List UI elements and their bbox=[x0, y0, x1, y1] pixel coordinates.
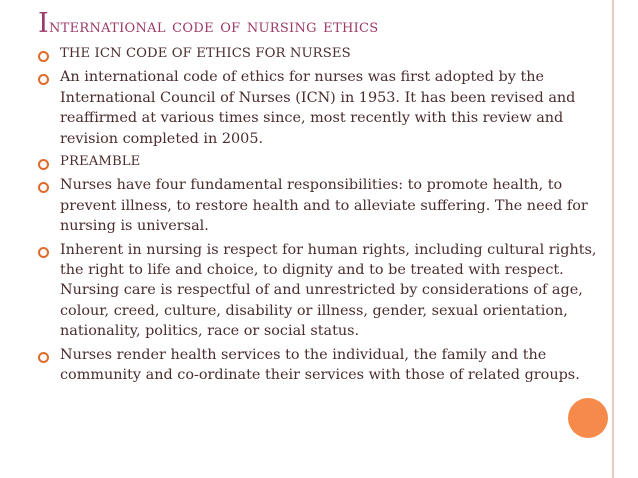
list-item-text: PREAMBLE bbox=[60, 154, 141, 170]
ring-bullet-icon bbox=[38, 74, 49, 85]
list-item bbox=[38, 67, 598, 149]
title-first-letter: I bbox=[38, 8, 49, 39]
list-item-text: Inherent in nursing is respect for human rights, including cultural rights, the right to life and choice, to dignity and to be treated with respect. Nursing care is respectful of and unrestricted by considerations of age, colour, creed, culture, disability or illness, gender, sexual orientation, nationality, politics, race or social status. bbox=[60, 241, 597, 340]
ring-bullet-icon bbox=[38, 247, 49, 258]
ring-bullet-icon bbox=[38, 51, 49, 62]
list-item bbox=[38, 345, 598, 386]
list-item bbox=[38, 175, 598, 236]
title-rest: nternational code of nursing ethics bbox=[48, 15, 379, 37]
list-item-text: Nurses render health services to the individual, the family and the community and co-ordinate their services with those of related groups. bbox=[60, 346, 580, 384]
list-item-text: An international code of ethics for nurses was first adopted by the International Council of Nurses (ICN) in 1953. It has been revised and reaffirmed at various times since, most recently with this review and revision completed in 2005. bbox=[60, 69, 576, 147]
list-item-text: Nurses have four fundamental responsibilities: to promote health, to prevent illness, to restore health and to alleviate suffering. The need for nursing is universal. bbox=[60, 177, 588, 235]
list-item bbox=[38, 44, 598, 64]
slide-title bbox=[38, 8, 378, 39]
ring-bullet-icon bbox=[38, 352, 49, 363]
bullet-list bbox=[38, 44, 598, 389]
decorative-circle-icon bbox=[568, 398, 608, 438]
ring-bullet-icon bbox=[38, 182, 49, 193]
list-item-text: THE ICN CODE OF ETHICS FOR NURSES bbox=[60, 46, 351, 61]
ring-bullet-icon bbox=[38, 159, 49, 170]
list-item bbox=[38, 152, 598, 172]
list-item bbox=[38, 240, 598, 342]
side-rule-line bbox=[612, 0, 614, 478]
